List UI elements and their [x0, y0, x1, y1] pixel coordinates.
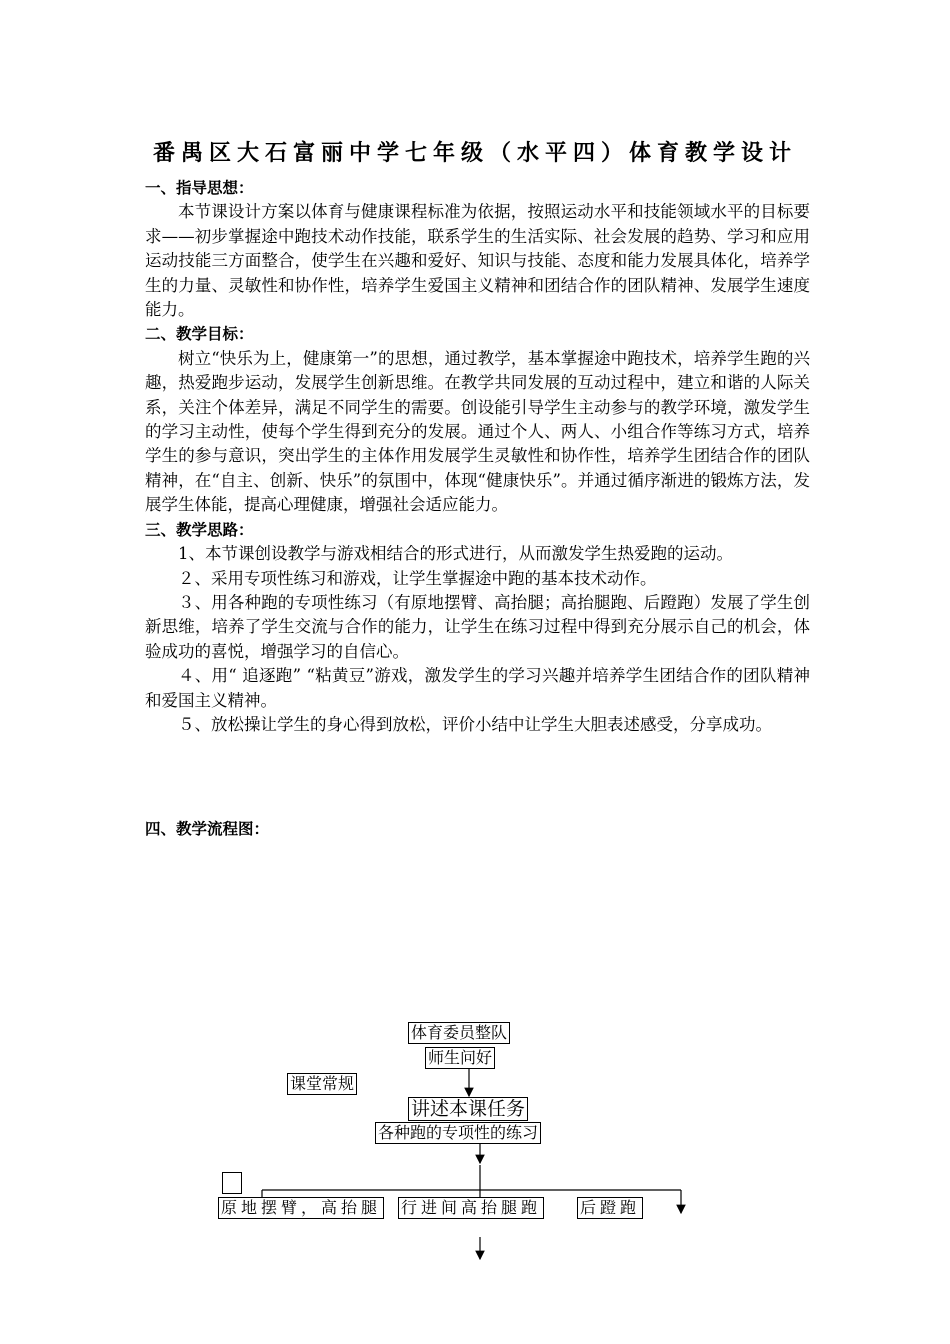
- page-title: 番禺区大石富丽中学七年级（水平四）体育教学设计: [152, 141, 797, 166]
- list-item: ３、用各种跑的专项性练习（有原地摆臂、高抬腿；高抬腿跑、后蹬跑）发展了学生创新思维，培养了学生交流与合作的能力，让学生在练习过程中得到充分展示自己的机会，体验成功的喜悦，增强学习的自信心。: [145, 592, 810, 661]
- flow-node-arm-swing: 原地摆臂，高抬腿: [218, 1197, 384, 1219]
- flow-label-routine: 课堂常规: [287, 1073, 357, 1095]
- flow-node-high-knee-run: 行进间高抬腿跑: [398, 1197, 544, 1219]
- flow-empty-box: [222, 1172, 242, 1194]
- section-heading-teaching-approach: 三、教学思路：: [145, 520, 254, 539]
- section-heading-guiding-idea: 一、指导思想：: [145, 179, 254, 197]
- flow-node-task: 讲述本课任务: [408, 1097, 528, 1121]
- list-item: 1、本节课创设教学与游戏相结合的形式进行，从而激发学生热爱跑的运动。: [178, 544, 733, 564]
- paragraph: 本节课设计方案以体育与健康课程标准为依据，按照运动水平和技能领域水平的目标要求——初步掌握途中跑技术动作技能，联系学生的生活实际、社会发展的趋势、学习和应用运动技能三方面整合，使学生在兴趣和爱好、知识与技能、态度和能力发展具体化，培养学生的力量、灵敏性和协作性，培养学生爱国主义精神和团结合作的团队精神、发展学生速度能力。: [145, 202, 810, 320]
- section-heading-flowchart: 四、教学流程图：: [145, 820, 270, 839]
- list-item: ５、放松操让学生的身心得到放松，评价小结中让学生大胆表述感受，分享成功。: [178, 714, 772, 734]
- paragraph: 树立“快乐为上，健康第一”的思想，通过教学，基本掌握途中跑技术，培养学生跑的兴趣，热爱跑步运动，发展学生创新思维。在教学共同发展的互动过程中，建立和谐的人际关系，关注个体差异，满足不同学生的需要。创设能引导学生主动参与的教学环境，激发学生的学习主动性，使每个学生得到充分的发展。通过个人、两人、小组合作等练习方式，培养学生的参与意识，突出学生的主体作用发展学生灵敏性和协作性，培养学生团结合作的团队精神，在“自主、创新、快乐”的氛围中，体现“健康快乐”。并通过循序渐进的锻炼方法，发展学生体能，提高心理健康，增强社会适应能力。: [145, 348, 810, 515]
- flow-node-line-up: 体育委员整队: [408, 1022, 510, 1044]
- section-heading-teaching-goals: 二、教学目标：: [145, 325, 254, 344]
- list-item: ２、采用专项性练习和游戏，让学生掌握途中跑的基本技术动作。: [178, 568, 657, 588]
- flow-node-back-kick: 后蹬跑: [577, 1197, 643, 1219]
- list-item: ４、用“ 追逐跑” “粘黄豆”游戏，激发学生的学习兴趣并培养学生团结合作的团队精神和爱国主义精神。: [145, 666, 810, 710]
- flow-node-greet: 师生问好: [425, 1047, 495, 1069]
- flow-node-drills: 各种跑的专项性的练习: [375, 1122, 541, 1144]
